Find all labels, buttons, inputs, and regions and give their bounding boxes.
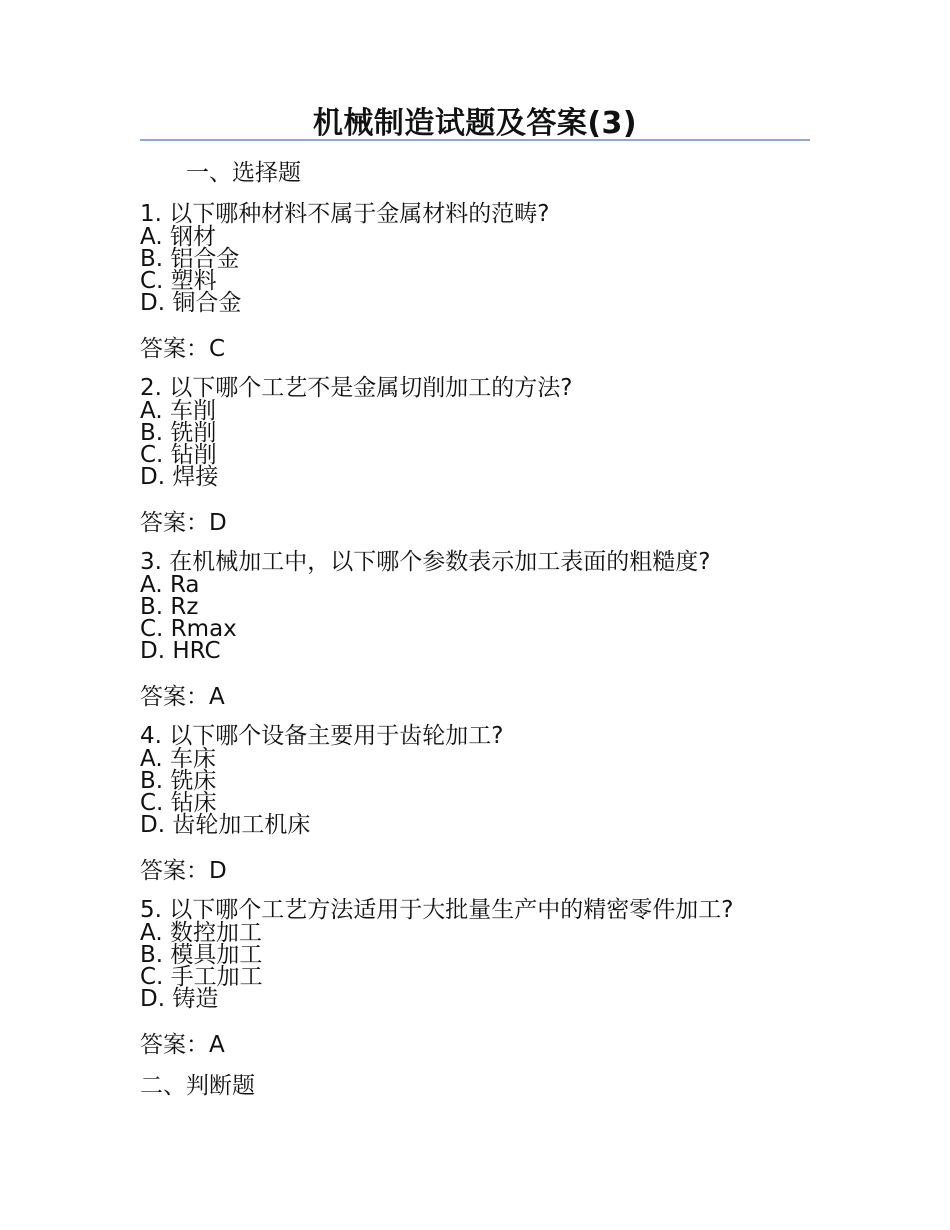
section-heading-judge: 二、判断题 (140, 1073, 255, 1099)
option-a: A. 数控加工 (140, 920, 262, 946)
question-stem: 2. 以下哪个工艺不是金属切削加工的方法? (140, 375, 573, 401)
question-1 (140, 202, 549, 362)
option-b: B. 铝合金 (140, 246, 240, 272)
question-5 (140, 898, 733, 1058)
option-b: B. 模具加工 (140, 942, 263, 968)
question-stem: 3. 在机械加工中，以下哪个参数表示加工表面的粗糙度? (140, 549, 711, 575)
option-b: B. 铣削 (140, 420, 217, 446)
question-stem: 4. 以下哪个设备主要用于齿轮加工? (140, 723, 504, 749)
title-underline (140, 139, 810, 141)
option-c: C. Rmax (140, 616, 237, 642)
question-4 (140, 724, 503, 884)
option-a: A. 车床 (140, 746, 216, 772)
answer-line: 答案：D (140, 858, 227, 884)
option-d: D. 焊接 (140, 464, 219, 490)
option-d: D. HRC (140, 638, 221, 664)
section-heading-choice: 一、选择题 (186, 160, 301, 186)
answer-line: 答案：C (140, 336, 226, 362)
answer-line: 答案：A (140, 684, 225, 710)
answer-line: 答案：A (140, 1032, 225, 1058)
option-a: A. Ra (140, 572, 200, 598)
option-d: D. 铸造 (140, 986, 219, 1012)
option-d: D. 齿轮加工机床 (140, 812, 311, 838)
option-c: C. 手工加工 (140, 964, 263, 990)
option-b: B. Rz (140, 594, 199, 620)
question-2 (140, 376, 572, 536)
option-c: C. 钻床 (140, 790, 217, 816)
question-stem: 5. 以下哪个工艺方法适用于大批量生产中的精密零件加工? (140, 897, 734, 923)
question-3 (140, 550, 710, 710)
answer-line: 答案：D (140, 510, 227, 536)
question-stem: 1. 以下哪种材料不属于金属材料的范畴? (140, 201, 550, 227)
option-a: A. 车削 (140, 398, 216, 424)
option-b: B. 铣床 (140, 768, 217, 794)
document-title: 机械制造试题及答案(3) (312, 106, 638, 141)
option-c: C. 塑料 (140, 268, 217, 294)
option-a: A. 钢材 (140, 224, 216, 250)
option-d: D. 铜合金 (140, 290, 242, 316)
option-c: C. 钻削 (140, 442, 217, 468)
